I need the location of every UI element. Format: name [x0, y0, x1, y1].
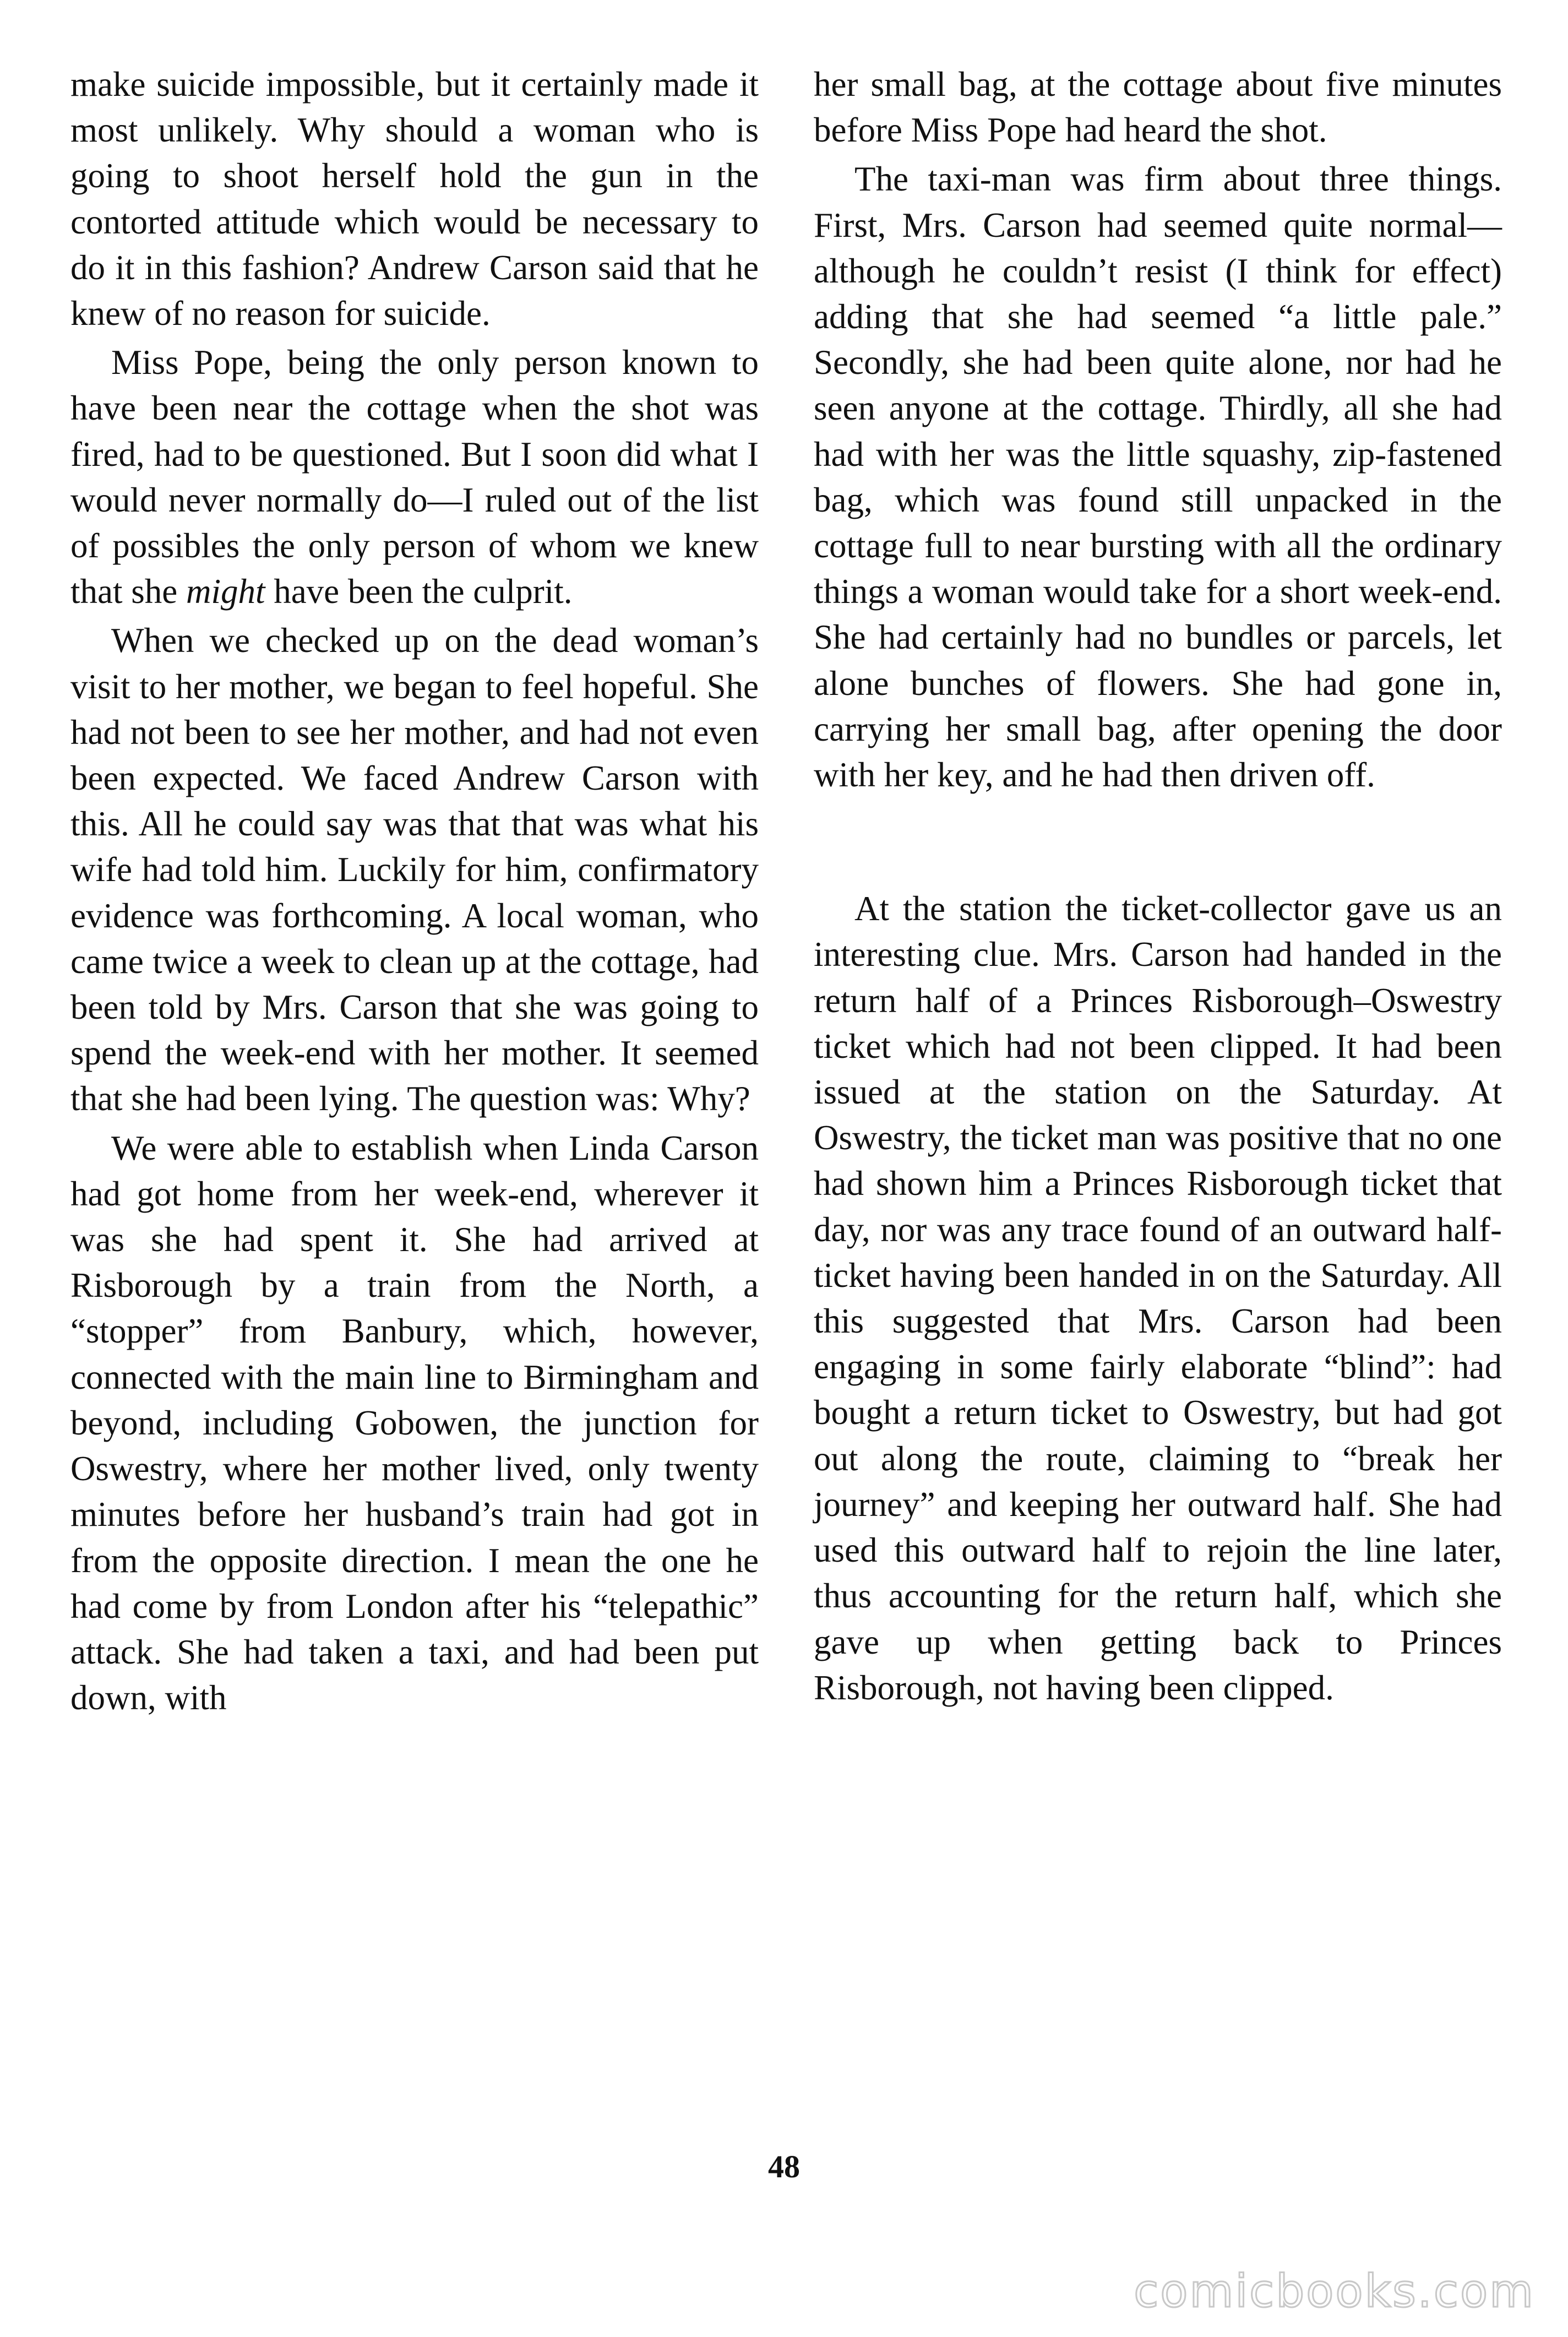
paragraph: make suicide impossible, but it certainly made it most unlikely. Why should a woman who is going to shoot herself hold the gun in the contorted attitude which would be necessary to do it in this fashion? Andrew Carson said that he knew of no reason for suicide. [70, 65, 759, 333]
watermark: comicbooks.com [1134, 2265, 1535, 2318]
paragraph: We were able to establish when Linda Carson had got home from her week-end, wherever it was she had spent it. She had arrived at Risborough by a train from the North, a “stopper” from Banbury, which, however, connected with the main line to Birmingham and beyond, including Gobowen, the junction for Oswestry, where her mother lived, only twenty minutes before her husband’s train had got in from the opposite direction. I mean the one he had come by from London after his “telepathic” attack. She had taken a taxi, and had been put down, with [70, 1128, 759, 1718]
right-text-column [814, 62, 1502, 1711]
paragraph-text: Miss Pope, being the only person known to have been near the cottage when the shot was fired, had to be questioned. But I soon did what I would never normally do—I ruled out of the list of possibles the only person of whom we knew that she [70, 343, 759, 611]
page-number: 48 [768, 2149, 800, 2184]
paragraph-text: have been the culprit. [265, 572, 573, 611]
paragraph: When we checked up on the dead woman’s visit to her mother, we began to feel hopeful. She had not been to see her mother, and had not even been expected. We faced Andrew Carson with this. All he could say was that that was what his wife had told him. Luckily for him, confirmatory evidence was forthcoming. A local woman, who came twice a week to clean up at the cottage, had been told by Mrs. Carson that she was going to spend the week-end with her mother. It seemed that she had been lying. The question was: Why? [70, 621, 759, 1118]
left-text-column [70, 62, 759, 1721]
paragraph: her small bag, at the cottage about five minutes before Miss Pope had heard the shot. [814, 65, 1502, 150]
paragraph: The taxi-man was firm about three things. First, Mrs. Carson had seemed quite normal—although he couldn’t resist (I think for effect) adding that she had seemed “a little pale.” Secondly, she had been quite alone, nor had he seen anyone at the cottage. Thirdly, all she had had with her was the little squashy, zip-fastened bag, which was found still unpacked in the cottage full to near bursting with all the ordinary things a woman would take for a short week-end. She had certainly had no bundles or parcels, let alone bunches of flowers. She had gone in, carrying her small bag, after opening the door with her key, and he had then driven off. [814, 160, 1502, 795]
paragraph [70, 340, 759, 615]
emphasized-word: might [186, 572, 265, 611]
paragraph: At the station the ticket-collector gave us an interesting clue. Mrs. Carson had handed in the return half of a Princes Risborough–Oswestry ticket which had not been clipped. It had been issued at the station on the Saturday. At Oswestry, the ticket man was positive that no one had shown him a Princes Risborough ticket that day, nor was any trace found of an outward half-ticket having been handed in on the Saturday. All this suggested that Mrs. Carson had been engaging in some fairly elaborate “blind”: had bought a return ticket to Oswestry, but had got out along the route, claiming to “break her journey” and keeping her outward half. She had used this outward half to rejoin the line later, thus accounting for the return half, which she gave up when getting back to Princes Risborough, not having been clipped. [814, 889, 1502, 1707]
